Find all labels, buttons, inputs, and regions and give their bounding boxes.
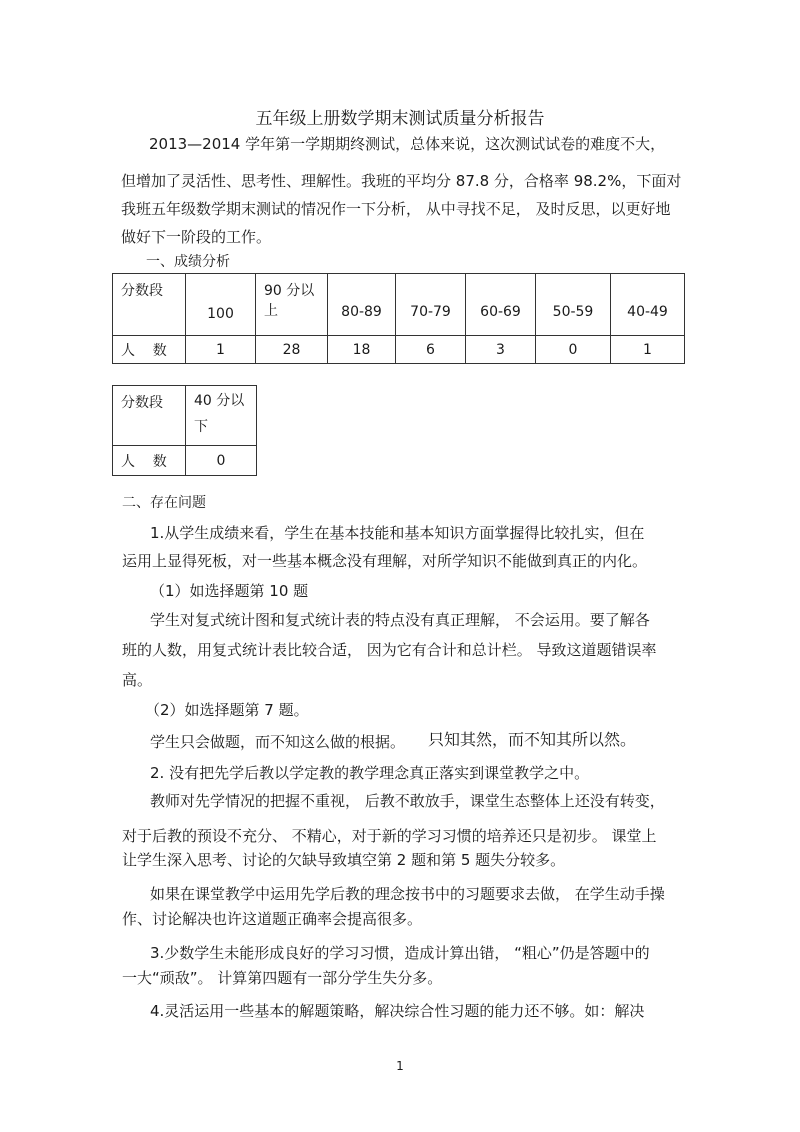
body-line: 如果在课堂教学中运用先学后教的理念按书中的习题要求去做， 在学生动手操: [150, 885, 665, 903]
score-table-below-40: [112, 385, 257, 476]
page-number: 1: [396, 1059, 404, 1073]
score-range-cell: 60-69: [466, 274, 536, 336]
body-line: 作、讨论解决也许这道题正确率会提高很多。: [122, 910, 423, 928]
intro-line-3: 我班五年级数学期末测试的情况作一下分析， 从中寻找不足， 及时反思，以更好地: [121, 200, 671, 218]
student-count-row: [113, 446, 257, 476]
body-line: 班的人数，用复式统计表比较合适， 因为它有合计和总计栏。 导致这道题错误率: [122, 641, 657, 659]
body-line: 对于后教的预设不充分、 不精心，对于新的学习习惯的培养还只是初步。 课堂上: [122, 827, 657, 845]
score-range-cell: 50-59: [536, 274, 611, 336]
body-line: 高。: [122, 671, 153, 689]
section-heading-grades: 一、成绩分析: [146, 254, 230, 270]
body-line: 3.少数学生未能形成良好的学习习惯，造成计算出错， “粗心”仍是答题中的: [150, 944, 650, 962]
score-range-row: [113, 386, 257, 446]
body-line: 学生只会做题，而不知这么做的根据。: [150, 733, 406, 751]
body-line: 2. 没有把先学后教以学定教的教学理念真正落实到课堂教学之中。: [150, 764, 590, 782]
page-title: 五年级上册数学期末测试质量分析报告: [255, 109, 545, 129]
intro-line-2: 但增加了灵活性、思考性、理解性。我班的平均分 87.8 分，合格率 98.2%，下面对: [121, 172, 682, 190]
body-line-emphasis: 只知其然，而不知其所以然。: [428, 730, 637, 749]
student-count-cell: 6: [396, 336, 466, 364]
student-count-cell: 18: [328, 336, 396, 364]
score-range-line: 下: [194, 419, 208, 435]
score-range-cell: 80-89: [328, 274, 396, 336]
student-count-cell: 1: [186, 336, 256, 364]
score-range-row: [113, 274, 685, 336]
student-count-cell: 28: [256, 336, 328, 364]
score-range-cell: [186, 386, 257, 446]
score-range-cell: 100: [186, 274, 256, 336]
score-table: [112, 273, 685, 364]
section-heading-problems: 二、存在问题: [122, 495, 206, 511]
score-range-line: 40 分以: [194, 393, 245, 409]
student-count-row: [113, 336, 685, 364]
intro-line-4: 做好下一阶段的工作。: [121, 228, 272, 246]
student-count-cell: 1: [611, 336, 685, 364]
body-line: 一大“顽敌”。 计算第四题有一部分学生失分多。: [122, 969, 443, 987]
score-range-cell: 70-79: [396, 274, 466, 336]
score-range-cell: 40-49: [611, 274, 685, 336]
student-count-label: 人 数: [113, 446, 186, 476]
student-count-cell: 0: [536, 336, 611, 364]
body-line: 学生对复式统计图和复式统计表的特点没有真正理解， 不会运用。要了解各: [150, 611, 650, 629]
score-range-label: 分数段: [113, 274, 186, 336]
body-line: 4.灵活运用一些基本的解题策略，解决综合性习题的能力还不够。如：解决: [150, 1002, 645, 1020]
body-line: 教师对先学情况的把握不重视， 后教不敢放手，课堂生态整体上还没有转变，: [150, 792, 665, 810]
student-count-cell: 0: [186, 446, 257, 476]
intro-line-1: 2013—2014 学年第一学期期终测试，总体来说，这次测试试卷的难度不大，: [149, 135, 666, 153]
body-line: （2）如选择题第 7 题。: [145, 701, 309, 719]
score-range-cell: 90 分以上: [256, 274, 328, 336]
student-count-label: 人 数: [113, 336, 186, 364]
score-range-label: 分数段: [113, 386, 186, 446]
body-line: 运用上显得死板，对一些基本概念没有理解，对所学知识不能做到真正的内化。: [122, 552, 648, 570]
body-line: 1.从学生成绩来看，学生在基本技能和基本知识方面掌握得比较扎实，但在: [150, 524, 645, 542]
body-line: 让学生深入思考、讨论的欠缺导致填空第 2 题和第 5 题失分较多。: [122, 851, 566, 869]
student-count-cell: 3: [466, 336, 536, 364]
body-line: （1）如选择题第 10 题: [150, 582, 309, 600]
